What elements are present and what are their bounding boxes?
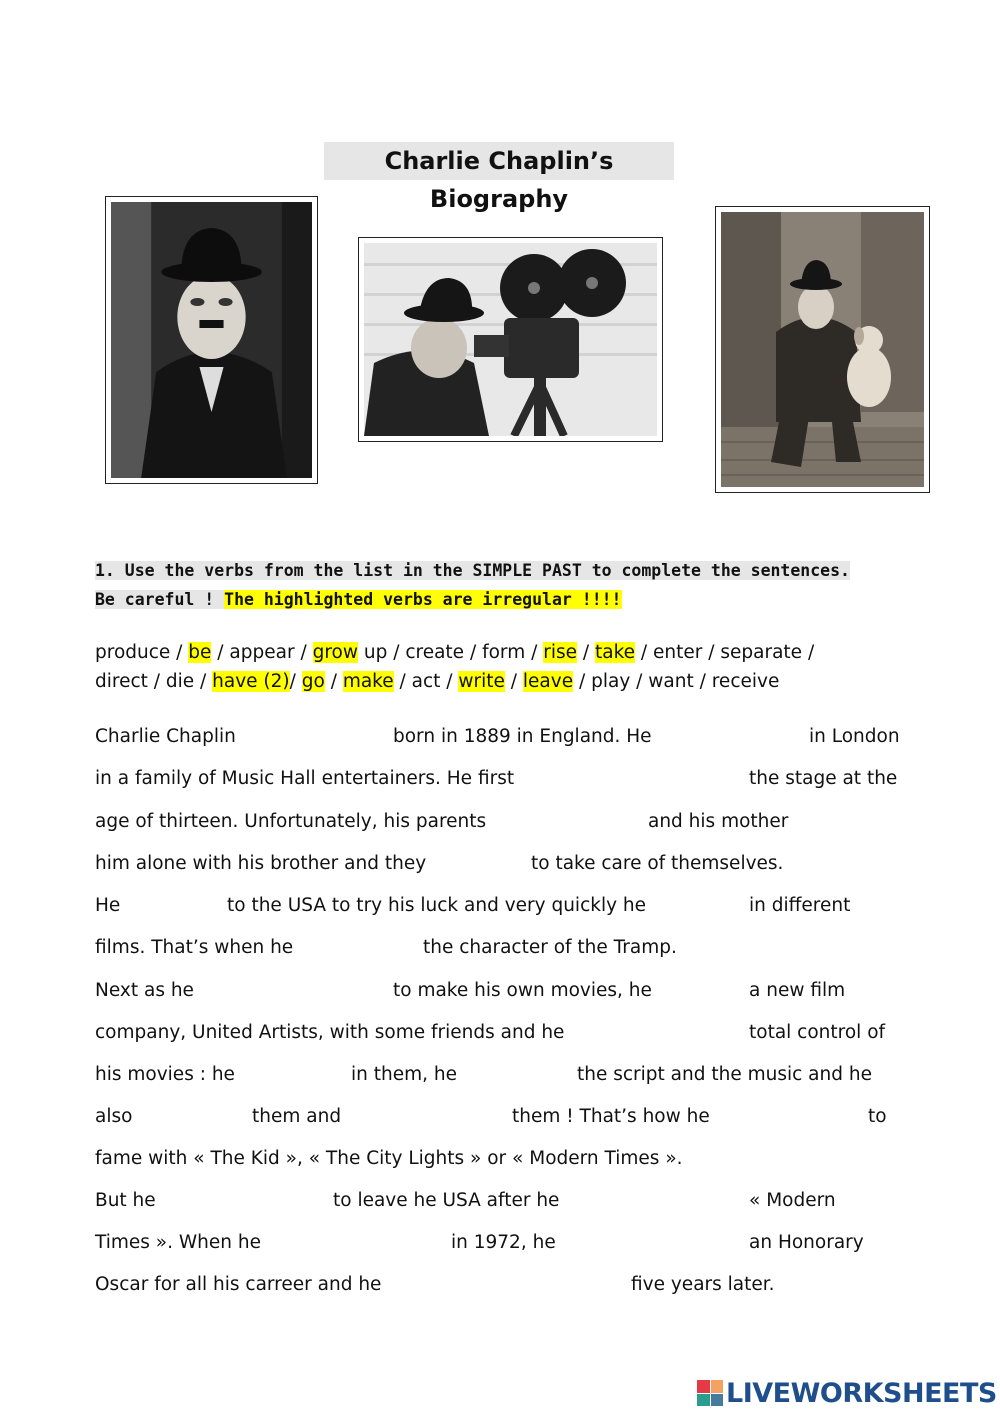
answer-blank[interactable] <box>660 725 800 749</box>
passage-text: « Modern <box>749 1190 836 1211</box>
verb-irregular: take <box>595 642 636 663</box>
passage-text: Charlie Chaplin <box>95 726 236 747</box>
passage-text: to make his own movies, he <box>393 980 652 1001</box>
passage-text: an Honorary <box>749 1232 864 1253</box>
passage-text: company, United Artists, with some friends and he <box>95 1022 565 1043</box>
passage-text: to leave he USA after he <box>333 1190 560 1211</box>
liveworksheets-logo <box>697 1377 997 1409</box>
verb: direct <box>95 671 148 692</box>
answer-blank[interactable] <box>508 810 638 834</box>
passage-text: a new film <box>749 980 846 1001</box>
answer-blank[interactable] <box>140 1105 245 1129</box>
page-title: Charlie Chaplin’s Biography <box>324 142 674 180</box>
passage-text: in 1972, he <box>451 1232 556 1253</box>
answer-blank[interactable] <box>402 1273 622 1297</box>
verb-irregular: make <box>342 671 394 692</box>
passage-text: him alone with his brother and they <box>95 853 427 874</box>
verb-particle: up <box>363 642 388 663</box>
answer-blank[interactable] <box>165 1189 325 1213</box>
verb: want <box>648 671 694 692</box>
passage-text: the character of the Tramp. <box>423 937 677 958</box>
instruction-line-1: 1. Use the verbs from the list in the SIMPLE PAST to complete the sentences. <box>95 561 850 580</box>
answer-blank[interactable] <box>345 1105 505 1129</box>
passage-text: his movies : he <box>95 1064 235 1085</box>
passage-text: Next as he <box>95 980 194 1001</box>
verb-irregular: be <box>188 642 212 663</box>
verb-irregular: leave <box>522 671 574 692</box>
passage-text: in them, he <box>351 1064 457 1085</box>
passage-text: in London <box>809 726 900 747</box>
verb: play <box>591 671 631 692</box>
instruction-irregular-note: The highlighted verbs are irregular !!!! <box>224 590 622 609</box>
verb-irregular: write <box>458 671 505 692</box>
verb-irregular: go <box>301 671 325 692</box>
passage-text: But he <box>95 1190 156 1211</box>
instruction-careful: Be careful ! <box>95 590 225 609</box>
answer-blank[interactable] <box>303 936 415 960</box>
passage-text: He <box>95 895 121 916</box>
verb: form <box>482 642 526 663</box>
passage-text: five years later. <box>631 1274 775 1295</box>
verb-irregular: have (2) <box>212 671 290 692</box>
passage-text: in a family of Music Hall entertainers. He first <box>95 768 515 789</box>
passage-text: films. That’s when he <box>95 937 294 958</box>
answer-blank[interactable] <box>665 894 743 918</box>
passage-text: and his mother <box>648 811 789 832</box>
verb-irregular: grow <box>312 642 358 663</box>
passage-text: to the USA to try his luck and very quickly he <box>227 895 647 916</box>
verb: appear <box>229 642 295 663</box>
passage-text: to take care of themselves. <box>531 853 784 874</box>
answer-blank[interactable] <box>715 1105 860 1129</box>
passage-text: in different <box>749 895 851 916</box>
answer-blank[interactable] <box>562 1231 740 1255</box>
passage-text: age of thirteen. Unfortunately, his parents <box>95 811 487 832</box>
answer-blank[interactable] <box>272 1231 442 1255</box>
verb-irregular: rise <box>543 642 577 663</box>
verb: separate <box>720 642 803 663</box>
verb: produce <box>95 642 171 663</box>
passage-text: born in 1889 in England. He <box>393 726 652 747</box>
answer-blank[interactable] <box>130 894 220 918</box>
verb-list: produce / be / appear / grow up / create / form / rise / take / enter / separate / direct / die / have (2)/ go / make / act / write / leave / play / want / receive <box>95 642 815 692</box>
answer-blank[interactable] <box>462 1063 567 1087</box>
passage-text: fame with « The Kid », « The City Lights » or « Modern Times ». <box>95 1148 683 1169</box>
passage-text: also <box>95 1106 133 1127</box>
passage-text: them and <box>252 1106 342 1127</box>
verb: act <box>411 671 441 692</box>
verb: create <box>405 642 465 663</box>
answer-blank[interactable] <box>210 979 385 1003</box>
passage-text: the script and the music and he <box>577 1064 872 1085</box>
answer-blank[interactable] <box>580 1189 740 1213</box>
passage-text: them ! That’s how he <box>512 1106 710 1127</box>
answer-blank[interactable] <box>545 767 740 791</box>
passage-text: the stage at the <box>749 768 898 789</box>
answer-blank[interactable] <box>652 979 742 1003</box>
answer-blank[interactable] <box>438 852 523 876</box>
passage-text: total control of <box>749 1022 886 1043</box>
passage-text: to <box>868 1106 887 1127</box>
liveworksheets-logo-icon <box>697 1380 723 1406</box>
verb: enter <box>653 642 703 663</box>
answer-blank[interactable] <box>245 725 385 749</box>
verb: receive <box>711 671 780 692</box>
passage-text: Oscar for all his carreer and he <box>95 1274 382 1295</box>
answer-blank[interactable] <box>240 1063 340 1087</box>
verb: die <box>165 671 195 692</box>
passage-text: Times ». When he <box>95 1232 261 1253</box>
liveworksheets-logo-text: LIVEWORKSHEETS <box>726 1377 997 1409</box>
answer-blank[interactable] <box>580 1021 740 1045</box>
